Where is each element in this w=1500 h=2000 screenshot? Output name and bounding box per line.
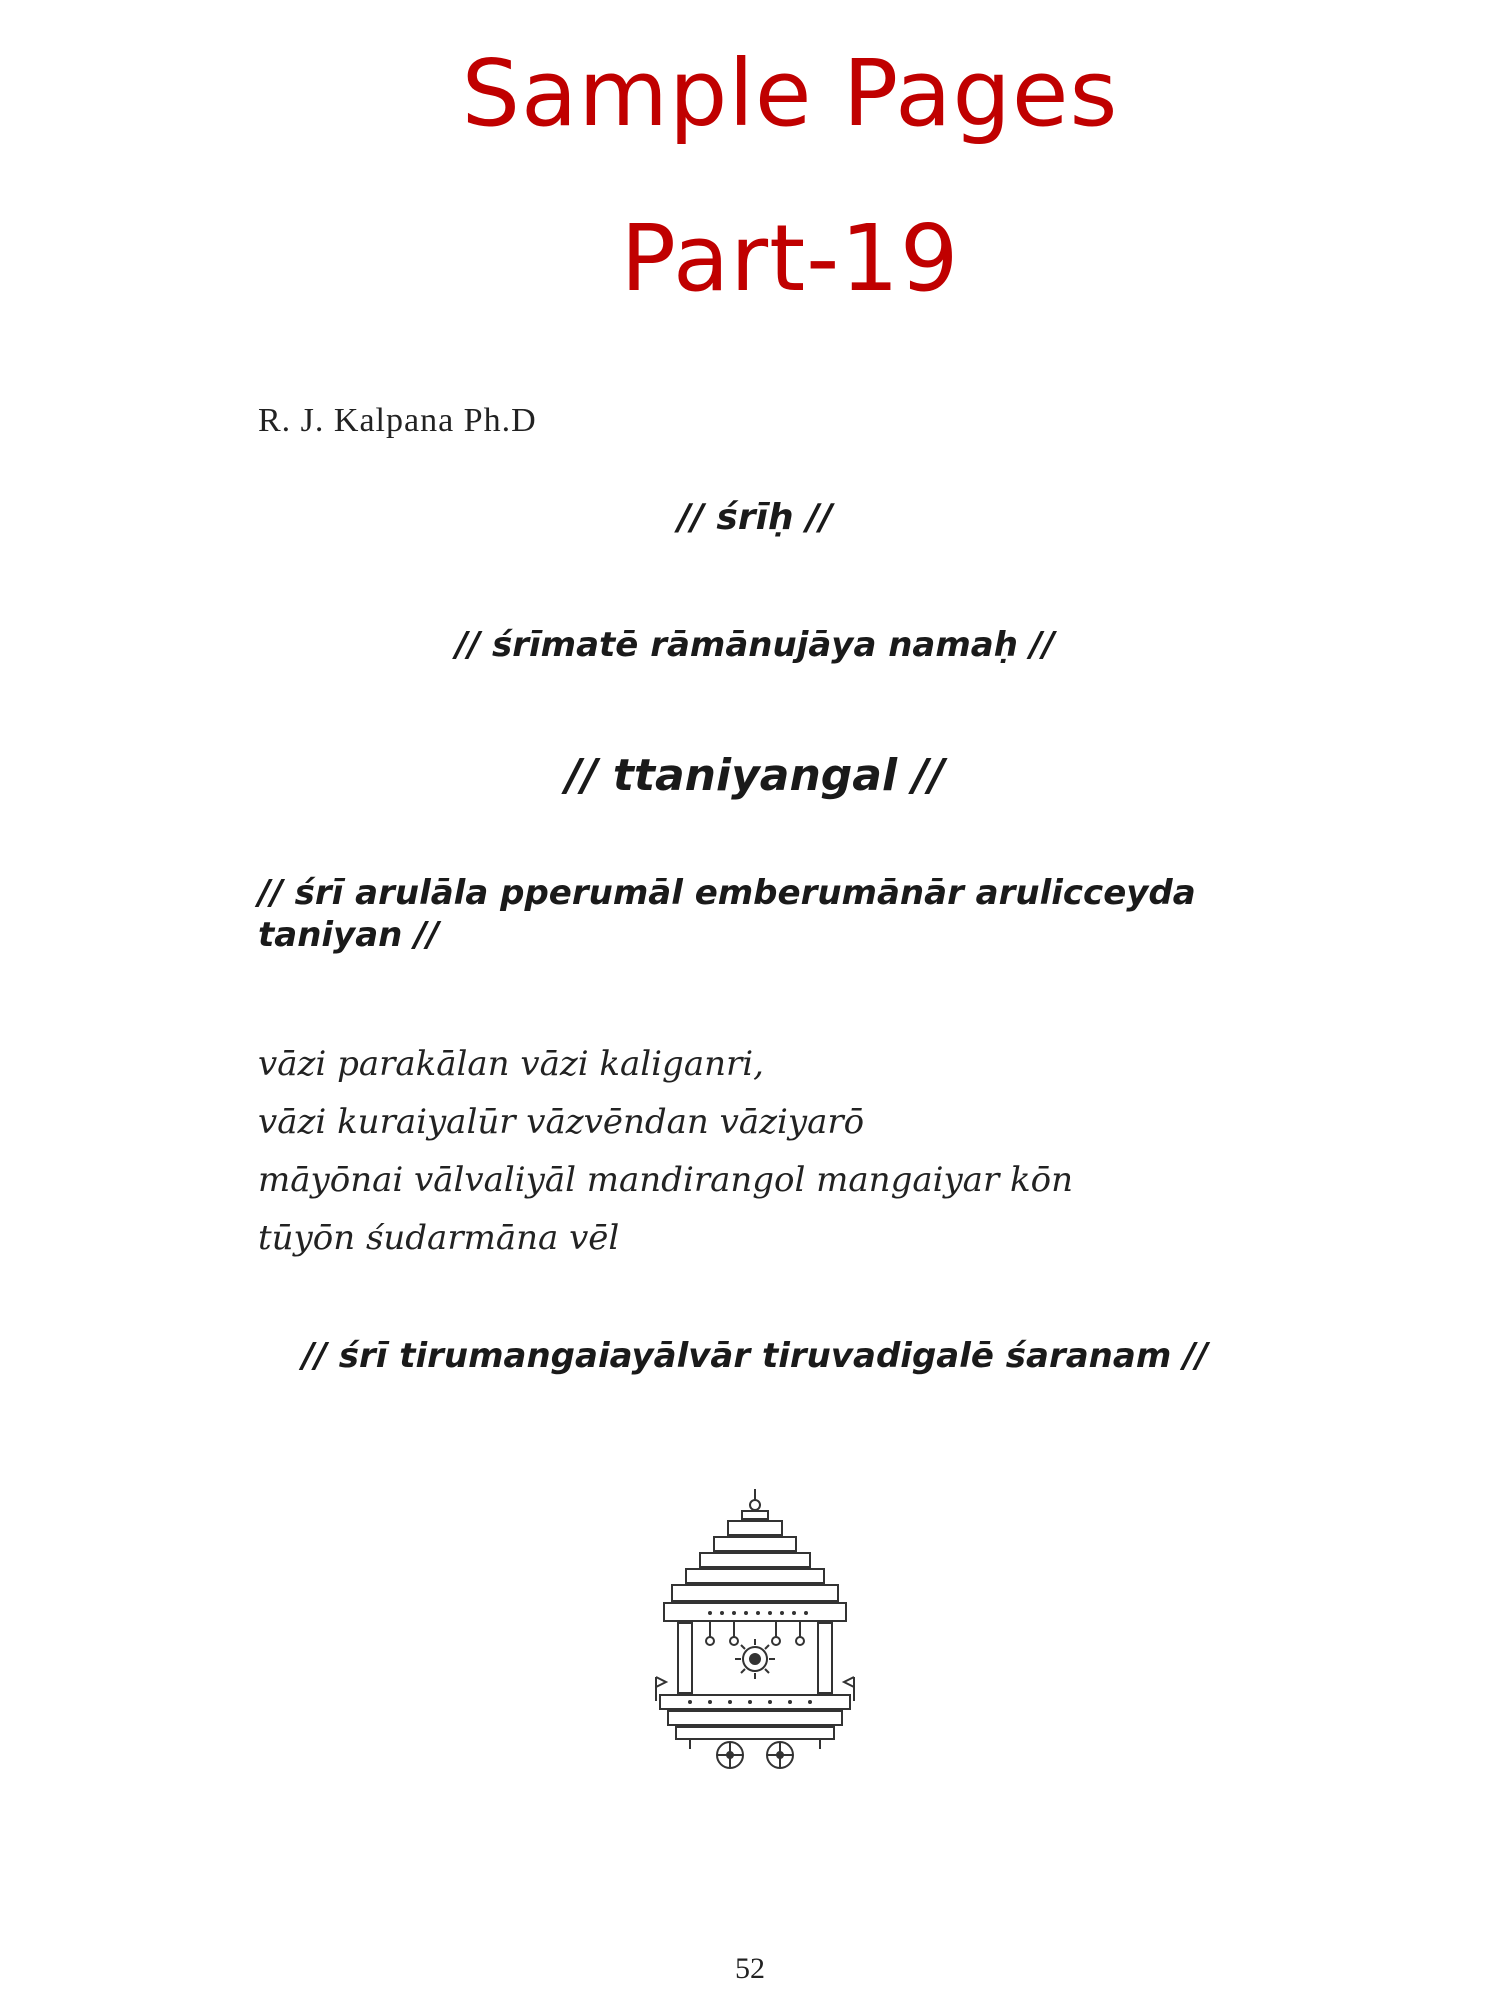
section-heading-ttaniyangal: // ttaniyangal // [565, 750, 945, 801]
verse-block [258, 1035, 1258, 1267]
closing-invocation: // śrī tirumangaiayālvār tiruvadigalē śaranam // [302, 1336, 1208, 1376]
invocation-sri: // śrīḥ // [677, 497, 833, 538]
taniyan-title: // śrī arulāla pperumāl emberumānār arulicceyda taniyan // [258, 873, 1196, 955]
temple-chariot-emblem [650, 1487, 860, 1772]
banner-title-line-1: Sample Pages [461, 40, 1119, 147]
verse-line: vāzi parakālan vāzi kaliganri, [258, 1044, 764, 1084]
verse-line: vāzi kuraiyalūr vāzvēndan vāziyarō [258, 1102, 865, 1142]
verse-line: tūyōn śudarmāna vēl [258, 1218, 620, 1258]
banner-title-line-2: Part-19 [620, 205, 960, 312]
verse-line: māyōnai vālvaliyāl mandirangol mangaiyar kōn [258, 1160, 1073, 1200]
invocation-srimate: // śrīmatē rāmānujāya namaḥ // [455, 625, 1055, 665]
page-number: 52 [735, 1952, 765, 1985]
author-name: R. J. Kalpana Ph.D [258, 402, 537, 439]
